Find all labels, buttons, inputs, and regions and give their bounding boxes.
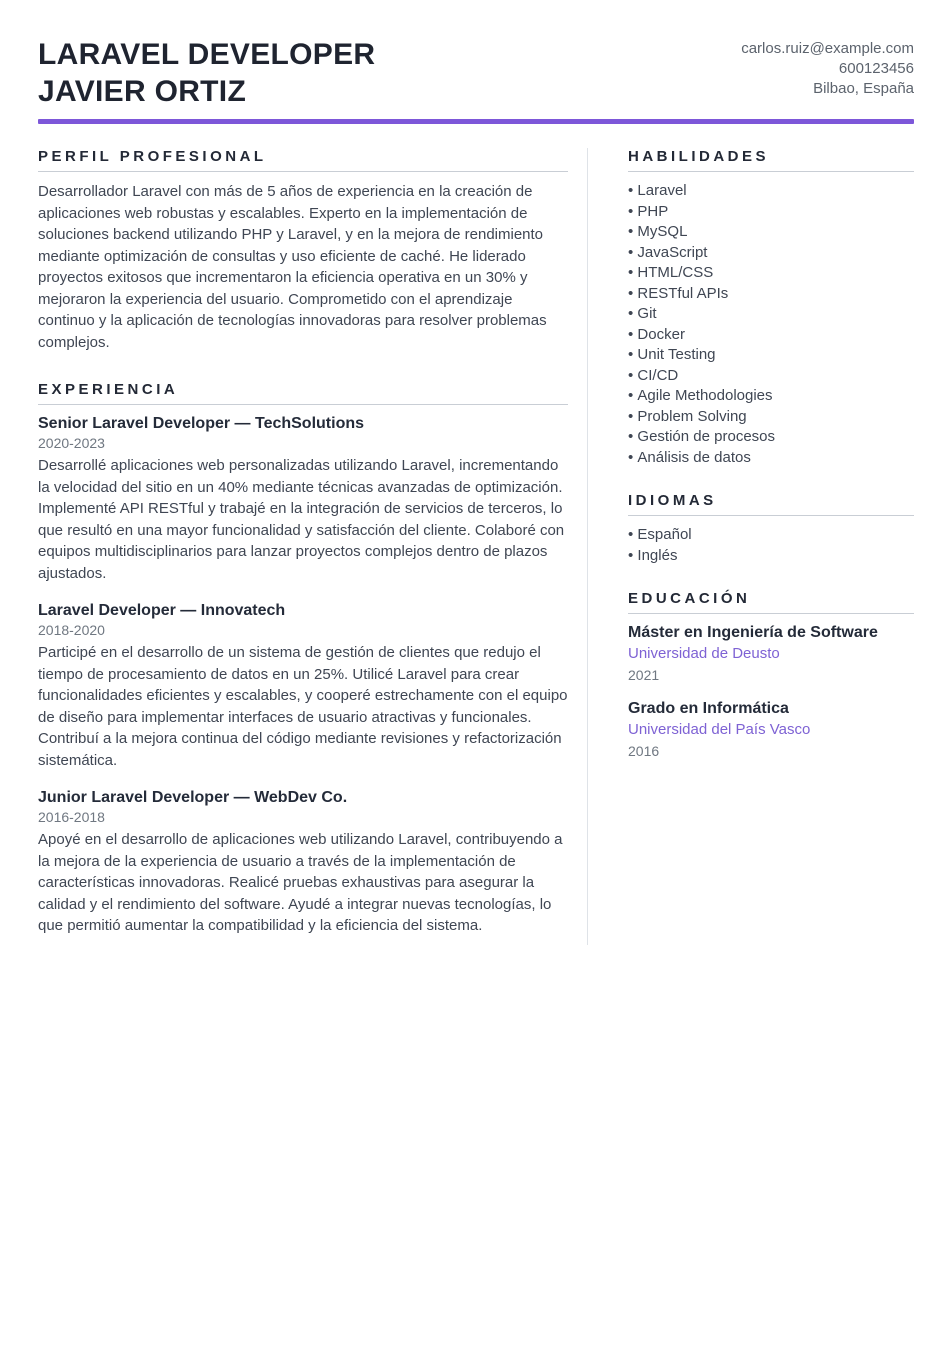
contact-info <box>741 36 914 99</box>
section-experience <box>38 381 568 937</box>
skill-item: • JavaScript <box>628 243 914 264</box>
job-description: Apoyé en el desarrollo de aplicaciones web utilizando Laravel, contribuyendo a la mejora de la experiencia de usuario a través de la implementación de características innovadoras. Realicé pruebas exhaustivas para asegurar la calidad y el rendimiento del software. Ayudé a integrar nuevas tecnologías, lo que permitió aumentar la compatibilidad y la eficiencia del sistema. <box>38 831 563 934</box>
contact-email: carlos.ruiz@example.com <box>741 40 914 57</box>
skill-item: • Agile Methodologies <box>628 386 914 407</box>
skill-item: • Laravel <box>628 181 914 202</box>
skill-item: • Problem Solving <box>628 407 914 428</box>
skills-list <box>628 181 914 468</box>
skill-item: • Unit Testing <box>628 345 914 366</box>
job-entry <box>38 788 568 937</box>
job-dates: 2016-2018 <box>38 809 105 825</box>
skill-item: • PHP <box>628 202 914 223</box>
section-heading-skills: HABILIDADES <box>628 148 914 172</box>
job-dates: 2018-2020 <box>38 622 105 638</box>
job-dates: 2020-2023 <box>38 435 105 451</box>
sidebar <box>628 148 914 760</box>
contact-phone: 600123456 <box>838 60 914 77</box>
section-languages <box>628 492 914 566</box>
job-title: Junior Laravel Developer — WebDev Co. <box>38 789 348 806</box>
contact-location: Bilbao, España <box>813 80 914 97</box>
skill-item: • Análisis de datos <box>628 448 914 469</box>
language-item: • Español <box>628 525 914 546</box>
job-description: Desarrollé aplicaciones web personalizadas utilizando Laravel, incrementando la velocidad del sitio en un 40% mediante técnicas avanzadas de optimización. Implementé API RESTful y trabajé en la integración de servicios de terceros, lo que resultó en una mayor funcionalidad y satisfacción del cliente. Colaboré con equipos multidisciplinarios para lanzar proyectos complejos dentro de plazos ajustados. <box>38 457 565 582</box>
education-degree: Máster en Ingeniería de Software <box>628 624 878 641</box>
skill-item: • Gestión de procesos <box>628 427 914 448</box>
education-school-link[interactable]: Universidad de Deusto <box>628 645 780 662</box>
section-heading-profile: PERFIL PROFESIONAL <box>38 148 568 172</box>
job-entry <box>38 414 568 584</box>
education-degree: Grado en Informática <box>628 700 789 717</box>
profile-text: Desarrollador Laravel con más de 5 años de experiencia en la creación de aplicaciones web robustas y escalables. Experto en la implementación de soluciones backend utilizando PHP y Laravel, y en la mejora de rendimiento mediante optimización de consultas y uso eficiente de caché. He liderado proyectos exitosos que incrementaron la eficiencia operativa en un 30% y mejoraron la experiencia del usuario. Comprometido con el aprendizaje continuo y la aplicación de tecnologías innovadoras para resolver problemas complejos. <box>38 183 547 351</box>
skill-item: • RESTful APIs <box>628 284 914 305</box>
education-entry <box>628 699 914 760</box>
section-heading-languages: IDIOMAS <box>628 492 914 516</box>
language-item: • Inglés <box>628 546 914 567</box>
section-education <box>628 590 914 760</box>
content-columns <box>38 148 914 945</box>
resume-header <box>38 36 914 110</box>
section-heading-education: EDUCACIÓN <box>628 590 914 614</box>
column-divider <box>587 148 588 945</box>
name-block <box>38 36 375 110</box>
section-skills <box>628 148 914 468</box>
skill-item: • Docker <box>628 325 914 346</box>
education-year: 2021 <box>628 667 660 683</box>
skill-item: • HTML/CSS <box>628 263 914 284</box>
job-title: Senior Laravel Developer — TechSolutions <box>38 415 365 432</box>
languages-list <box>628 525 914 566</box>
education-year: 2016 <box>628 743 660 759</box>
job-title: Laravel Developer — Innovatech <box>38 602 286 619</box>
job-entry <box>38 601 568 771</box>
page-title <box>38 36 375 110</box>
skill-item: • CI/CD <box>628 366 914 387</box>
education-school-link[interactable]: Universidad del País Vasco <box>628 721 811 738</box>
education-entry <box>628 623 914 684</box>
title-role: LARAVEL DEVELOPER <box>38 38 376 71</box>
main-column <box>38 148 568 937</box>
skill-item: • Git <box>628 304 914 325</box>
section-profile <box>38 148 568 353</box>
job-description: Participé en el desarrollo de un sistema de gestión de clientes que redujo el tiempo de procesamiento de datos en un 25%. Utilicé Laravel para crear funcionalidades eficientes y escalables, y cooperé estrechamente con el equipo de diseño para implementar interfaces de usuario atractivas y funcionales. Contribuí a la mejora continua del código mediante revisiones y refactorización sistemática. <box>38 644 568 769</box>
accent-divider <box>38 119 914 124</box>
section-heading-experience: EXPERIENCIA <box>38 381 568 405</box>
title-name: JAVIER ORTIZ <box>38 75 247 108</box>
skill-item: • MySQL <box>628 222 914 243</box>
